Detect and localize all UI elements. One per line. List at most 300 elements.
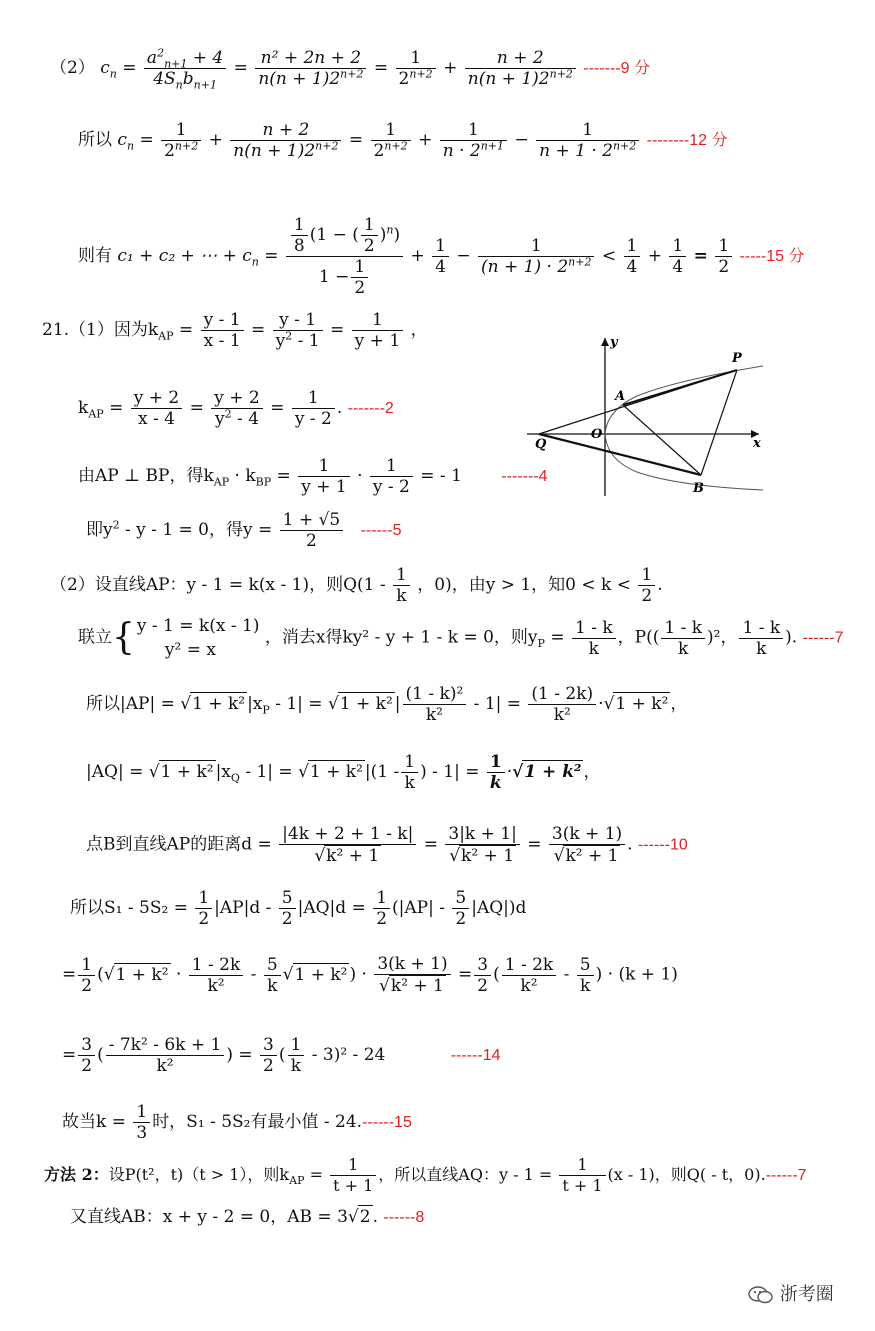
fraction	[352, 310, 403, 351]
fraction	[78, 955, 95, 996]
num: 3(k + 1)	[374, 954, 450, 975]
score-mark: -------4	[501, 468, 548, 485]
plus-sign: +	[410, 246, 425, 266]
q21-line3: 由AP ⊥ BP，得$k_{AP} \cdot k_{BP}$ = $\frac{1}{y + 1}$ · $\frac{1}{y - 2}$ = - 1 -------4	[78, 456, 548, 497]
fraction	[201, 310, 244, 351]
sqrt: 1 + k²	[524, 762, 582, 782]
num: 1	[432, 236, 449, 257]
sub: n	[175, 78, 183, 92]
q21-2-line4: |AQ| = √1 + k² $|x_Q - 1| = √1 + k^2$ |(1 - $\frac{1}{k}$ ) - 1| = $\frac{1}{k}$ ·√1 + k² ，	[86, 752, 601, 793]
num: 1	[638, 565, 655, 586]
den: 2	[306, 531, 317, 551]
den: x - 1	[203, 331, 241, 351]
mid: |AP|d -	[214, 898, 272, 918]
den: y	[275, 331, 286, 351]
sup: n+2	[315, 139, 339, 153]
text: (1 − (	[309, 225, 359, 245]
fraction	[401, 752, 418, 793]
text: ，所以直线AQ：y - 1 =	[378, 1165, 553, 1184]
num: 1	[351, 257, 368, 278]
sub: P	[262, 703, 270, 717]
fraction	[279, 888, 296, 929]
b-label: B	[693, 481, 704, 496]
system	[137, 614, 260, 662]
score-mark: ------10	[637, 836, 688, 854]
tail: .	[336, 398, 343, 418]
num: (1 - k)²	[403, 684, 467, 705]
fraction	[144, 46, 226, 92]
fraction	[133, 1102, 150, 1143]
den: 2	[641, 586, 653, 606]
den: 2	[81, 975, 93, 996]
sqrt: 1 + k²	[160, 762, 214, 782]
plus-sign: +	[208, 130, 223, 150]
den: k	[580, 975, 591, 996]
text: .	[372, 1207, 378, 1227]
fraction	[106, 1035, 225, 1076]
dot: ·	[598, 694, 604, 714]
mid: |x	[215, 762, 231, 782]
fraction: $\frac{3(k + 1)}{\text{√k² + 1}}$	[549, 824, 625, 866]
den: 4S	[153, 69, 176, 89]
den: n(n + 1)2	[467, 69, 550, 89]
q21-2-line6	[70, 888, 526, 929]
den: y - 2	[372, 477, 410, 497]
fraction	[361, 215, 378, 256]
fraction	[474, 955, 491, 996]
sup: n+1	[480, 139, 505, 153]
num: 1	[330, 1155, 376, 1176]
eq-sign: =	[178, 320, 194, 340]
num: 5	[264, 955, 281, 976]
fraction	[195, 888, 212, 929]
num: y + 2	[131, 388, 182, 409]
den: k² + 1	[390, 976, 444, 996]
num: 1	[133, 1102, 150, 1123]
num: 1	[536, 120, 639, 141]
num: 1	[361, 215, 378, 236]
num-tail: + 4	[187, 48, 224, 68]
den: n · 2	[442, 141, 481, 161]
num: 3	[78, 1035, 95, 1056]
den: k	[489, 773, 502, 793]
method2-line1	[44, 1155, 807, 1196]
num: 1 - 2k	[189, 955, 244, 976]
sup: 2	[157, 46, 165, 60]
sup: n+2	[409, 67, 433, 81]
num: 1	[393, 565, 410, 586]
sub: n	[126, 139, 135, 153]
fraction	[638, 565, 655, 606]
fraction: $\frac{3(k + 1)}{\text{√k² + 1}}$	[374, 954, 450, 996]
fraction	[577, 955, 594, 996]
lt-sign: <	[601, 246, 617, 266]
num: 1	[559, 1155, 605, 1176]
den: k	[404, 773, 415, 793]
num: |4k + 2 + 1 - k|	[279, 824, 416, 845]
dot: ·	[506, 762, 513, 782]
sup: n+2	[549, 67, 573, 81]
tail: ，	[410, 320, 428, 340]
tail: 时，S₁ - 5S₂有最小值 - 24.	[152, 1112, 363, 1132]
prefix: 所以|AP| =	[86, 694, 175, 714]
p-label: P	[732, 351, 742, 366]
eq-sign: =	[122, 58, 137, 78]
sqrt: 1 + k²	[192, 694, 246, 714]
den: (n + 1) · 2	[481, 257, 569, 277]
num: 3(k + 1)	[549, 824, 625, 845]
den: 2	[198, 909, 210, 929]
system-eq1: y - 1 = k(x - 1)	[136, 616, 260, 636]
num: 1 - k	[572, 618, 616, 639]
eq-sign: =	[264, 246, 279, 266]
fraction	[440, 120, 507, 161]
den: y + 1	[301, 477, 347, 497]
num: 1 - k	[661, 618, 705, 639]
den: 3	[136, 1123, 148, 1143]
num: 1	[195, 888, 212, 909]
sqrt: 1 + k²	[339, 694, 393, 714]
mid: (	[97, 1045, 104, 1065]
sqrt: 1 + k²	[309, 762, 363, 782]
y-label: y	[610, 335, 618, 350]
den: y + 1	[354, 331, 401, 351]
tail: - 3)² - 24	[306, 1045, 386, 1065]
q21-2-line9	[62, 1102, 412, 1143]
sqrt: 1 + k²	[294, 964, 348, 985]
fraction: $\frac{|4k + 2 + 1 - k|}{\text{√k² + 1}}$	[279, 824, 416, 866]
score-mark: ------15	[362, 1114, 412, 1131]
num: 1 + √5	[280, 510, 344, 531]
sub: Q	[230, 771, 240, 785]
mid: - y - 1 = 0，得y =	[119, 520, 273, 540]
fraction	[131, 388, 182, 429]
den: 2	[354, 278, 366, 298]
text: )	[393, 225, 401, 245]
eq-sign: =	[250, 320, 266, 340]
score-mark: -------9 分	[583, 60, 650, 77]
brace: {	[112, 617, 135, 658]
sup: 2	[112, 518, 120, 532]
eq-cn-definition	[50, 46, 650, 92]
eq-sign: =	[330, 320, 345, 340]
fraction	[370, 456, 413, 497]
den: 1 −	[318, 267, 350, 287]
sup: 2	[285, 329, 293, 343]
sup: n+2	[568, 255, 592, 269]
sub: BP	[255, 475, 272, 489]
fraction	[264, 955, 281, 996]
num: 5	[279, 888, 296, 909]
x-label: x	[753, 436, 761, 451]
tail: .	[627, 834, 633, 855]
score-mark: ------5	[360, 522, 402, 539]
eq-sign: =	[373, 58, 389, 78]
sup: n+2	[340, 67, 364, 81]
eq-sign: =	[550, 627, 565, 648]
mid: - 1| =	[468, 694, 522, 714]
score-mark: ------7	[802, 629, 844, 647]
fraction	[373, 888, 390, 929]
den: 2	[398, 69, 410, 89]
num: 1	[487, 752, 505, 773]
q21-2-line7: = $\frac{1}{2}$ (√1 + k² · $\frac{1 - 2k}{\text{k²}}$ - $\frac{5}{k}$ √1 + k² ) · $\frac{3(k + 1)}{\text{√k² + 1}}$ = $\frac{3}{2}$ ( $\frac{1 - 2k}{\text{k²}}$ - $\frac{5}{k}$ ) · (k + 1)	[62, 954, 678, 996]
prefix: 21.（1）因为k	[42, 320, 159, 340]
mid: ，0)，由y > 1，知0 < k <	[417, 575, 631, 595]
eq-sign: =	[309, 1165, 323, 1184]
num: 1	[161, 120, 201, 141]
q21-2-line3: 所以|AP| = √1 + k² $|x_P - 1| = √1 + k^2$ | $\frac{\text{(1 - k)²}}{\text{k²}}$ - 1| = $\frac{(1 - 2k)}{\text{k²}}$ ·√1 + k² ，	[86, 684, 688, 725]
line-ap	[623, 370, 737, 405]
prefix: 所以S₁ - 5S₂ =	[70, 898, 188, 918]
fraction	[452, 888, 469, 929]
tail: |AQ|)d	[471, 898, 527, 918]
fraction	[230, 120, 341, 161]
origin-label: O	[591, 427, 603, 442]
mid: ) ·	[349, 964, 367, 985]
prefix: 由AP ⊥ BP，得k	[78, 466, 214, 486]
part-label: （2）	[50, 58, 95, 78]
fraction	[291, 215, 308, 256]
num: 1	[715, 236, 732, 257]
text: 设P(t²，t)（t > 1），则k	[108, 1165, 290, 1184]
den: 2	[281, 909, 293, 929]
text: )	[379, 225, 387, 245]
sup: n+2	[384, 139, 408, 153]
den: k²	[207, 975, 225, 996]
sub: n+1	[164, 57, 188, 71]
sup: 2	[224, 407, 232, 421]
den: k² + 1	[326, 846, 380, 866]
mid: |(1 -	[364, 762, 400, 782]
eq-sign: =	[348, 130, 364, 150]
sqrt: 1 + k²	[615, 694, 669, 714]
num: 5	[577, 955, 594, 976]
num: 1	[373, 888, 390, 909]
mid: (|AP| -	[392, 898, 445, 918]
q21-2-line2	[78, 614, 843, 662]
sup: n+2	[612, 139, 637, 153]
num: 1	[624, 236, 641, 257]
num: 1	[291, 215, 308, 236]
eq-sign: =	[423, 834, 438, 855]
mid: )²，	[707, 627, 738, 648]
q21-2-line5	[86, 824, 688, 866]
den: 2	[477, 975, 489, 996]
dot: · k	[229, 466, 256, 486]
fraction	[211, 388, 262, 429]
tail: ，	[670, 694, 688, 714]
eq-cn-split	[78, 120, 728, 161]
den-b: b	[182, 69, 194, 89]
num: 1	[440, 120, 507, 141]
den: k	[396, 586, 407, 606]
mid: ，消去x得ky² - y + 1 - k = 0，则y	[264, 627, 538, 648]
den: k² + 1	[565, 846, 619, 866]
mid: - 1| =	[269, 694, 323, 714]
tail: .	[657, 575, 663, 595]
minus-sign: -	[245, 964, 257, 985]
tail: = - 1	[420, 466, 462, 486]
tail: ，	[583, 762, 601, 782]
den: 2	[263, 1056, 274, 1076]
fraction	[292, 388, 335, 429]
num: y - 1	[201, 310, 244, 331]
eq-sign: =	[62, 964, 77, 985]
q21-2-line1	[50, 565, 663, 606]
den: n + 1 · 2	[539, 141, 613, 161]
sub: AP	[289, 1174, 305, 1188]
den: k	[756, 638, 767, 659]
den: 2	[164, 141, 175, 161]
den: 2	[455, 909, 467, 929]
fraction	[260, 1035, 277, 1076]
eq-sign: =	[527, 834, 542, 855]
eq-sum	[78, 215, 804, 298]
fraction	[502, 955, 557, 996]
den: t + 1	[562, 1176, 603, 1195]
num: y + 2	[211, 388, 262, 409]
den: 8	[293, 236, 305, 256]
num: 1	[298, 456, 349, 477]
fraction	[572, 618, 616, 659]
text: (x - 1)，则Q( - t，0).	[607, 1165, 766, 1184]
prefix: 即y	[86, 520, 113, 540]
fraction	[273, 310, 323, 351]
num: 1	[288, 1035, 305, 1056]
fraction	[559, 1155, 605, 1196]
y-axis-arrow	[601, 338, 609, 346]
q21-line4	[86, 510, 401, 551]
sum: c₁ + c₂ + ⋯ + c	[117, 246, 252, 266]
den: k	[267, 975, 278, 996]
dot: ·	[170, 964, 182, 985]
eq-sign: =	[62, 1045, 77, 1065]
fraction: $\frac{3|k + 1|}{\text{√k² + 1}}$	[445, 824, 519, 866]
prefix: |AQ| =	[86, 762, 144, 782]
num: 1	[478, 236, 594, 257]
num: - 7k² - 6k + 1	[106, 1035, 225, 1056]
fraction	[280, 510, 344, 551]
plus-sign: +	[647, 246, 663, 266]
fraction	[624, 236, 641, 277]
parabola-figure	[527, 330, 767, 498]
watermark-text: 浙考圈	[779, 1284, 834, 1305]
var-c: c	[100, 58, 110, 78]
fraction	[396, 48, 436, 89]
fraction	[478, 236, 594, 277]
num: 1	[371, 120, 411, 141]
fraction	[255, 48, 366, 89]
line-pb	[701, 370, 737, 475]
plus-sign: +	[443, 58, 458, 78]
num: n + 2	[230, 120, 341, 141]
fraction	[715, 236, 732, 277]
sub: n	[109, 67, 117, 81]
fraction	[189, 955, 244, 996]
q21-line1	[42, 310, 428, 351]
fraction	[661, 618, 705, 659]
den: k²	[520, 975, 538, 996]
sub: P	[537, 636, 545, 650]
num: n + 2	[465, 48, 576, 69]
eq-sign: =	[109, 398, 124, 418]
num: (1 - 2k)	[528, 684, 596, 705]
eq-sign: =	[139, 130, 154, 150]
den: 2	[81, 1056, 93, 1076]
mid: (	[278, 1045, 286, 1065]
q21-2-line8	[62, 1035, 501, 1076]
mid: ，P((	[617, 627, 660, 648]
fraction	[528, 684, 596, 725]
sup: n+2	[174, 139, 199, 153]
text: 又直线AB：x + y - 2 = 0，AB = 3	[70, 1207, 348, 1227]
sub: n	[251, 255, 259, 269]
mid: (	[493, 964, 500, 985]
score-mark: -------2	[347, 400, 394, 417]
fraction	[371, 120, 411, 161]
mid: ) =	[226, 1045, 253, 1065]
num: y - 1	[273, 310, 323, 331]
fraction	[487, 752, 505, 793]
den: k² + 1	[461, 846, 515, 866]
method2-line2: 又直线AB：x + y - 2 = 0，AB = 3√2 . ------8	[70, 1207, 425, 1227]
den: 2	[363, 236, 375, 256]
num: 1	[352, 310, 403, 331]
mid: ) - 1| =	[420, 762, 480, 782]
prefix: 所以	[78, 130, 112, 150]
den-tail: - 4	[231, 409, 260, 429]
sub: AP	[158, 329, 174, 343]
fraction	[465, 48, 576, 89]
den: 4	[626, 257, 638, 277]
eq-sign: =	[233, 58, 248, 78]
eq-sign: =	[693, 246, 708, 266]
wechat-icon	[748, 1285, 774, 1305]
fraction	[669, 236, 686, 277]
prefix: 故当k =	[62, 1112, 126, 1132]
num: 1 - k	[739, 618, 783, 639]
watermark	[748, 1280, 834, 1306]
num: 1	[396, 48, 436, 69]
eq-sign: =	[270, 398, 285, 418]
num: 3	[474, 955, 491, 976]
var-k: k	[78, 398, 89, 418]
eq-sign: =	[189, 398, 204, 418]
eq-sign: =	[458, 964, 473, 985]
sub: AP	[88, 407, 104, 421]
fraction	[351, 257, 368, 298]
score-mark: ------14	[450, 1047, 501, 1064]
den: y - 2	[294, 409, 332, 429]
den: k	[588, 638, 599, 659]
minus-sign: −	[514, 130, 529, 150]
score-mark: -----15 分	[739, 248, 805, 265]
mid: - 1| =	[239, 762, 293, 782]
minus-sign: -	[558, 964, 570, 985]
method-label: 方法 2：	[44, 1165, 109, 1184]
num: a	[146, 48, 158, 68]
num: 1	[78, 955, 95, 976]
den: k	[678, 638, 689, 659]
eq-sign: =	[276, 466, 291, 486]
fraction	[432, 236, 449, 277]
num: 3|k + 1|	[445, 824, 519, 845]
mid: (	[97, 964, 104, 985]
sup: n	[386, 223, 394, 237]
num: 5	[452, 888, 469, 909]
score-mark: ------7	[765, 1167, 807, 1184]
